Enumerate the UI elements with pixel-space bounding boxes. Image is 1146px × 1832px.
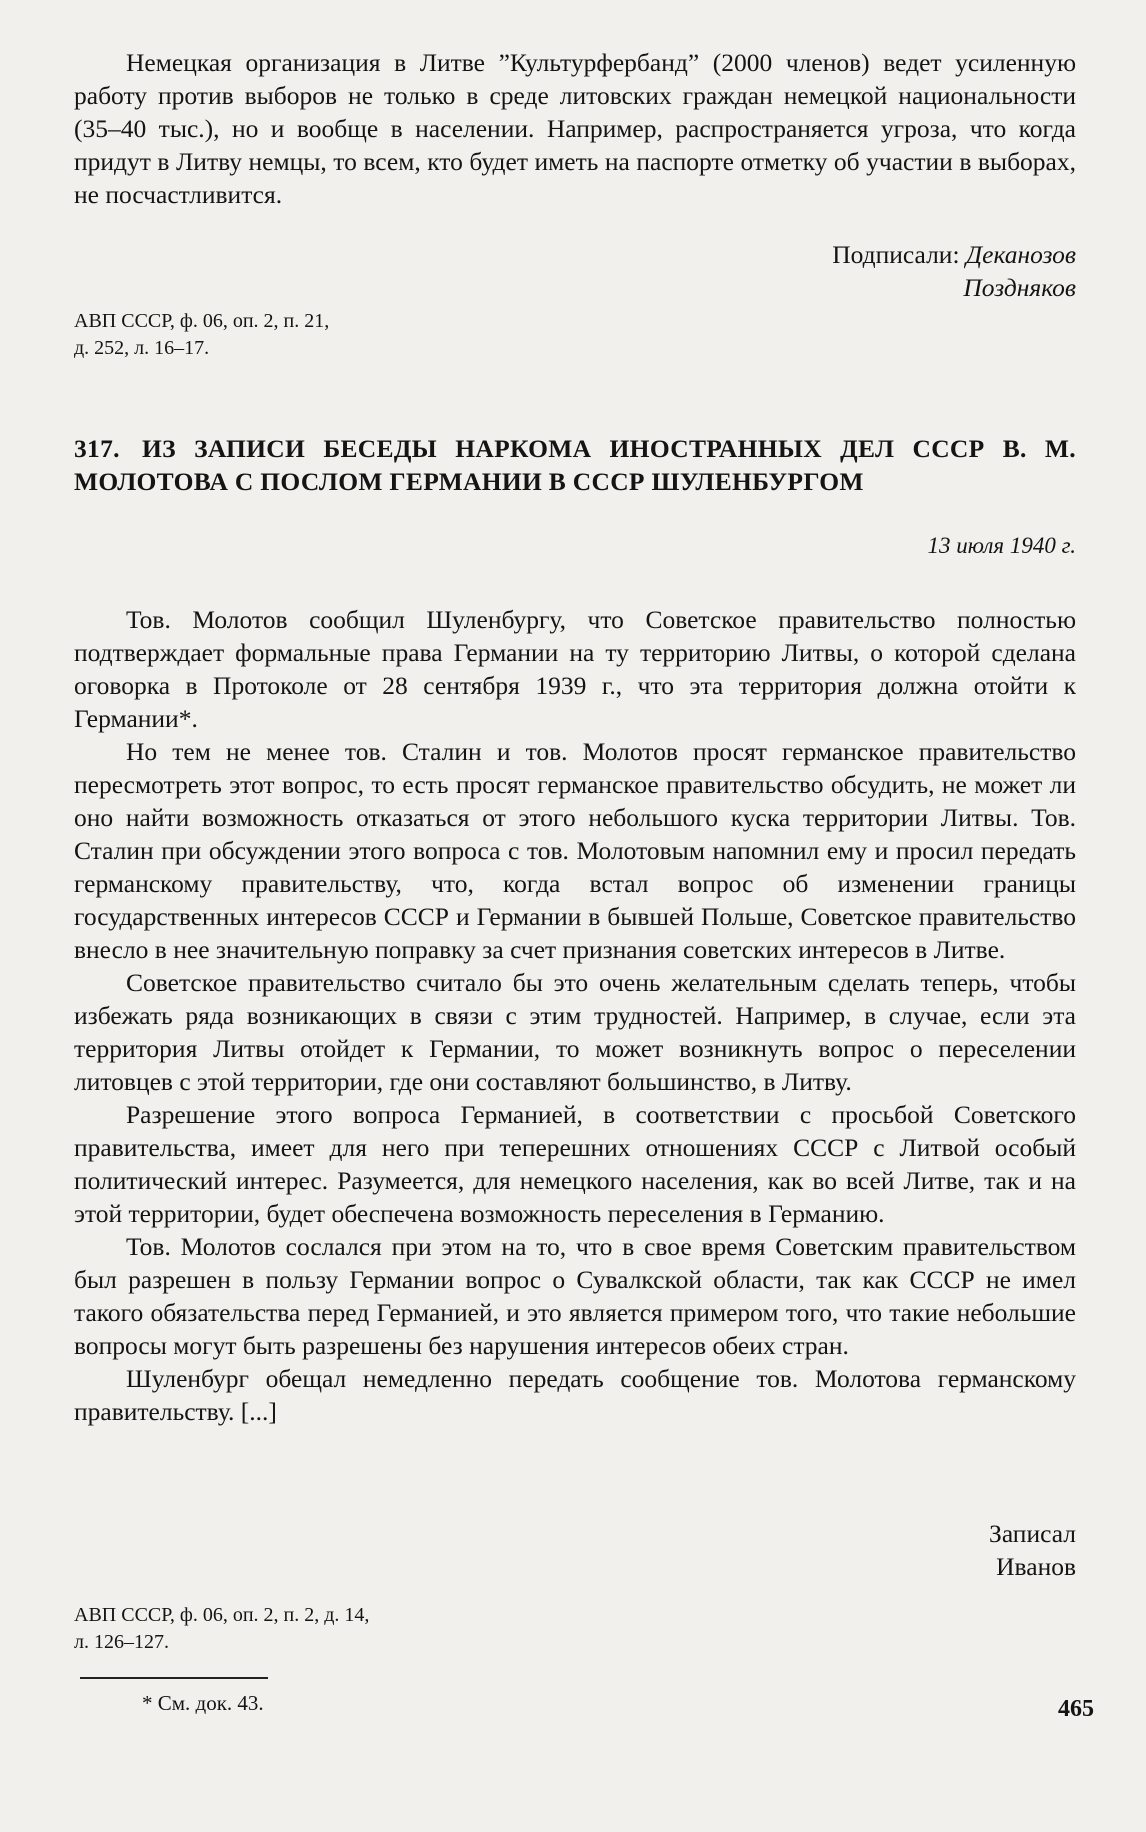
archive-reference-1-line-1: АВП СССР, ф. 06, оп. 2, п. 21, (74, 310, 330, 332)
signature-line-1 (74, 238, 1076, 271)
body-paragraph: Шуленбург обещал немедленно передать сообщение тов. Молотова германскому правительству. [...] (74, 1364, 1076, 1426)
signature-name-1: Деканозов (965, 240, 1076, 269)
archive-reference-1 (74, 308, 1076, 362)
page-number: 465 (1058, 1696, 1094, 1722)
document-title: ИЗ ЗАПИСИ БЕСЕДЫ НАРКОМА ИНОСТРАННЫХ ДЕЛ СССР В. М. МОЛОТОВА С ПОСЛОМ ГЕРМАНИИ В СССР ШУЛЕНБУРГОМ (74, 434, 1076, 496)
signature-block (74, 238, 1076, 304)
body-paragraph: Но тем не менее тов. Сталин и тов. Молотов просят германское правительство пересмотреть этот вопрос, то есть просят германское правительство обсудить, не может ли оно найти возможность отказаться от этого небольшого куска территории Литвы. Тов. Сталин при обсуждении этого вопроса с тов. Молотовым напомнил ему и просил передать германскому правительству, что, когда встал вопрос об изменении границы государственных интересов СССР и Германии в бывшей Польше, Советское правительство внесло в нее значительную поправку за счет признания советских интересов в Литве. (74, 737, 1076, 964)
document-date: 13 июля 1940 г. (927, 533, 1076, 558)
archive-reference-2 (74, 1602, 1076, 1656)
archive-reference-2-line-2: л. 126–127. (74, 1631, 169, 1653)
body-paragraph: Советское правительство считало бы это очень желательным сделать теперь, чтобы избежать ряда возникающих в связи с этим трудностей. Например, в случае, если эта территория Литвы отойдет к Германии, то может возникнуть вопрос о переселении литовцев с этой территории, где они составляют большинство, в Литву. (74, 968, 1076, 1096)
footnote: * См. док. 43. (142, 1691, 264, 1715)
recorded-name: Иванов (996, 1552, 1076, 1581)
document-heading (74, 432, 1076, 498)
document-number: 317. (74, 434, 120, 463)
archive-reference-2-line-1: АВП СССР, ф. 06, оп. 2, п. 2, д. 14, (74, 1604, 370, 1626)
signature-name-2: Поздняков (963, 273, 1076, 302)
recorded-label: Записал (989, 1519, 1076, 1548)
signature-label: Подписали: (832, 240, 960, 269)
intro-paragraph: Немецкая организация в Литве ”Культурфербанд” (2000 членов) ведет усиленную работу против выборов не только в среде литовских граждан немецкой национальности (35–40 тыс.), но и вообще в населении. Например, распространяется угроза, что когда придут в Литву немцы, то всем, кто будет иметь на паспорте отметку об участии в выборах, не посчастливится. (74, 48, 1076, 209)
footnote-divider (80, 1677, 268, 1679)
archive-reference-1-line-2: д. 252, л. 16–17. (74, 337, 210, 359)
body-paragraph: Разрешение этого вопроса Германией, в соответствии с просьбой Советского правительства, имеет для него при теперешних отношениях СССР с Литвой особый политический интерес. Разумеется, для немецкого населения, как во всей Литве, так и на этой территории, будет обеспечена возможность переселения в Германию. (74, 1100, 1076, 1228)
recorded-by-block (74, 1517, 1076, 1583)
intro-section (74, 46, 1076, 211)
body-paragraph: Тов. Молотов сообщил Шуленбургу, что Советское правительство полностью подтверждает формальные права Германии на ту территорию Литвы, о которой сделана оговорка в Протоколе от 28 сентября 1939 г., что эта территория должна отойти к Германии*. (74, 605, 1076, 733)
document-body (74, 603, 1076, 1428)
body-paragraph: Тов. Молотов сослался при этом на то, что в свое время Советским правительством был разрешен в пользу Германии вопрос о Сувалкской области, так как СССР не имел такого обязательства перед Германией, и это является примером того, что такие небольшие вопросы могут быть разрешены без нарушения интересов обеих стран. (74, 1232, 1076, 1360)
